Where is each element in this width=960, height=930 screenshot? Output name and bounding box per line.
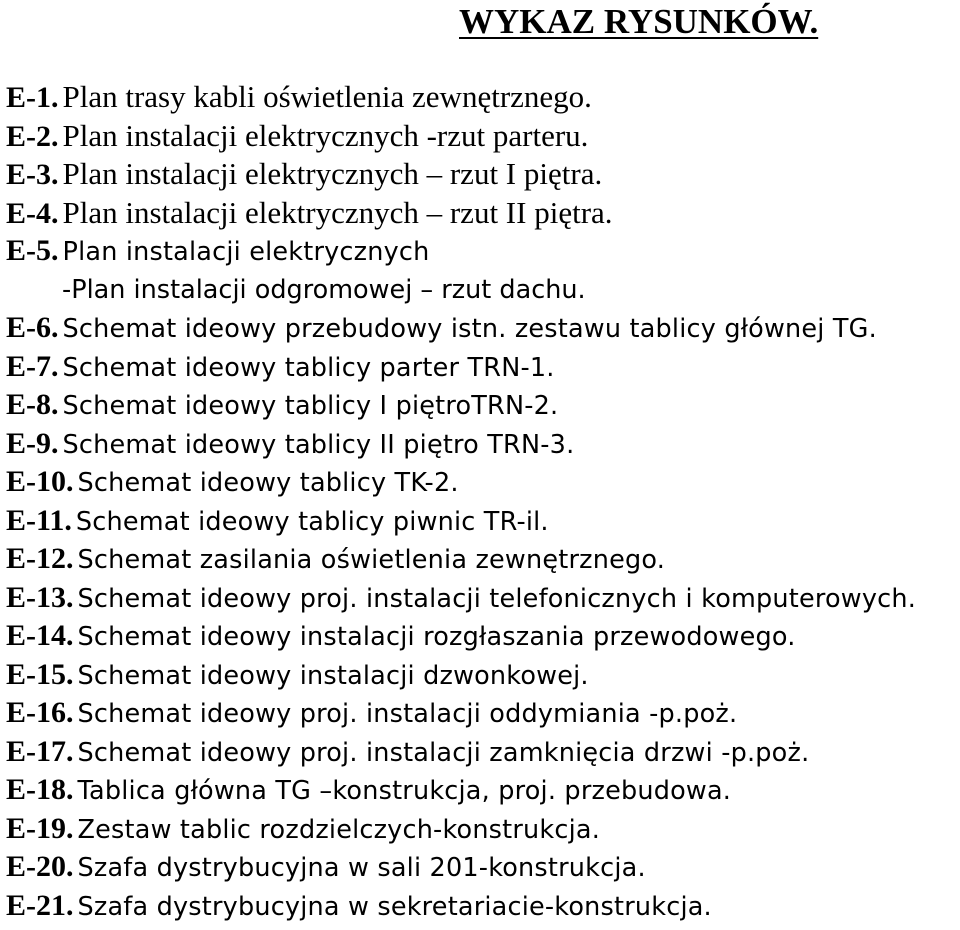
drawing-code: E-2. xyxy=(6,119,59,153)
drawing-title: Schemat zasilania oświetlenia zewnętrznego. xyxy=(77,545,666,575)
list-item xyxy=(6,155,916,194)
drawing-code: E-6. xyxy=(6,311,59,344)
list-item xyxy=(6,117,916,156)
list-item xyxy=(6,540,916,579)
list-item xyxy=(6,617,916,656)
drawing-title: Schemat ideowy przebudowy istn. zestawu tablicy głównej TG. xyxy=(62,314,877,344)
drawing-code: E-16. xyxy=(6,696,74,729)
drawing-title: -Plan instalacji odgromowej – rzut dachu. xyxy=(62,274,586,305)
drawing-title: Schemat ideowy tablicy II piętro TRN-3. xyxy=(62,429,575,460)
drawing-title: Plan instalacji elektrycznych -rzut parteru. xyxy=(62,117,589,153)
list-item xyxy=(6,502,916,541)
drawing-code: E-14. xyxy=(6,619,74,652)
drawing-title: Szafa dystrybucyjna w sali 201-konstrukcja. xyxy=(77,853,646,883)
drawing-code: E-21. xyxy=(6,888,74,922)
drawing-code: E-13. xyxy=(6,580,74,614)
drawing-code: E-3. xyxy=(6,158,59,191)
list-item xyxy=(6,386,916,425)
list-item xyxy=(6,771,916,810)
drawing-code: E-5. xyxy=(6,234,59,267)
list-item xyxy=(6,579,916,618)
drawing-title: Plan instalacji elektrycznych xyxy=(62,237,430,267)
list-item-continuation xyxy=(6,271,916,310)
drawing-title: Schemat ideowy instalacji dzwonkowej. xyxy=(77,660,589,691)
list-item xyxy=(6,425,916,464)
page-title: WYKAZ RYSUNKÓW. xyxy=(459,2,819,41)
drawing-list xyxy=(6,78,916,925)
drawing-code: E-15. xyxy=(6,657,74,691)
drawing-title: Schemat ideowy proj. instalacji zamknięcia drzwi -p.poż. xyxy=(77,737,810,768)
drawing-code: E-18. xyxy=(6,773,74,806)
drawing-code: E-10. xyxy=(6,465,74,498)
drawing-code: E-7. xyxy=(6,349,59,383)
list-item xyxy=(6,887,916,926)
drawing-title: Tablica główna TG –konstrukcja, proj. przebudowa. xyxy=(77,776,732,806)
list-item xyxy=(6,463,916,502)
drawing-title: Schemat ideowy tablicy I piętroTRN-2. xyxy=(62,391,559,421)
drawing-title: Plan instalacji elektrycznych – rzut II piętra. xyxy=(62,194,613,230)
drawing-title: Schemat ideowy tablicy piwnic TR-il. xyxy=(75,506,549,537)
drawing-title: Zestaw tablic rozdzielczych-konstrukcja. xyxy=(77,814,601,845)
list-item xyxy=(6,232,916,271)
list-item xyxy=(6,348,916,387)
drawing-title: Plan instalacji elektrycznych – rzut I piętra. xyxy=(62,156,603,191)
list-item xyxy=(6,848,916,887)
drawing-title: Szafa dystrybucyjna w sekretariacie-konstrukcja. xyxy=(77,891,712,922)
drawing-code: E-9. xyxy=(6,426,59,460)
drawing-code: E-12. xyxy=(6,542,74,575)
drawing-code: E-19. xyxy=(6,811,74,845)
drawing-title: Schemat ideowy tablicy parter TRN-1. xyxy=(62,352,555,383)
list-item xyxy=(6,733,916,772)
drawing-code: E-11. xyxy=(6,503,72,537)
list-item xyxy=(6,78,916,117)
drawing-title: Plan trasy kabli oświetlenia zewnętrznego. xyxy=(62,79,592,114)
drawing-code: E-4. xyxy=(6,196,59,230)
drawing-code: E-8. xyxy=(6,388,59,421)
drawing-title: Schemat ideowy tablicy TK-2. xyxy=(77,468,459,498)
list-item xyxy=(6,194,916,233)
drawing-title: Schemat ideowy instalacji rozgłaszania przewodowego. xyxy=(77,622,796,652)
drawing-code: E-20. xyxy=(6,850,74,883)
list-item xyxy=(6,810,916,849)
list-item xyxy=(6,656,916,695)
drawing-title: Schemat ideowy proj. instalacji oddymiania -p.poż. xyxy=(77,699,738,729)
drawing-code: E-1. xyxy=(6,81,59,114)
list-item xyxy=(6,694,916,733)
drawing-code: E-17. xyxy=(6,734,74,768)
drawing-title: Schemat ideowy proj. instalacji telefonicznych i komputerowych. xyxy=(77,583,917,614)
list-item xyxy=(6,309,916,348)
